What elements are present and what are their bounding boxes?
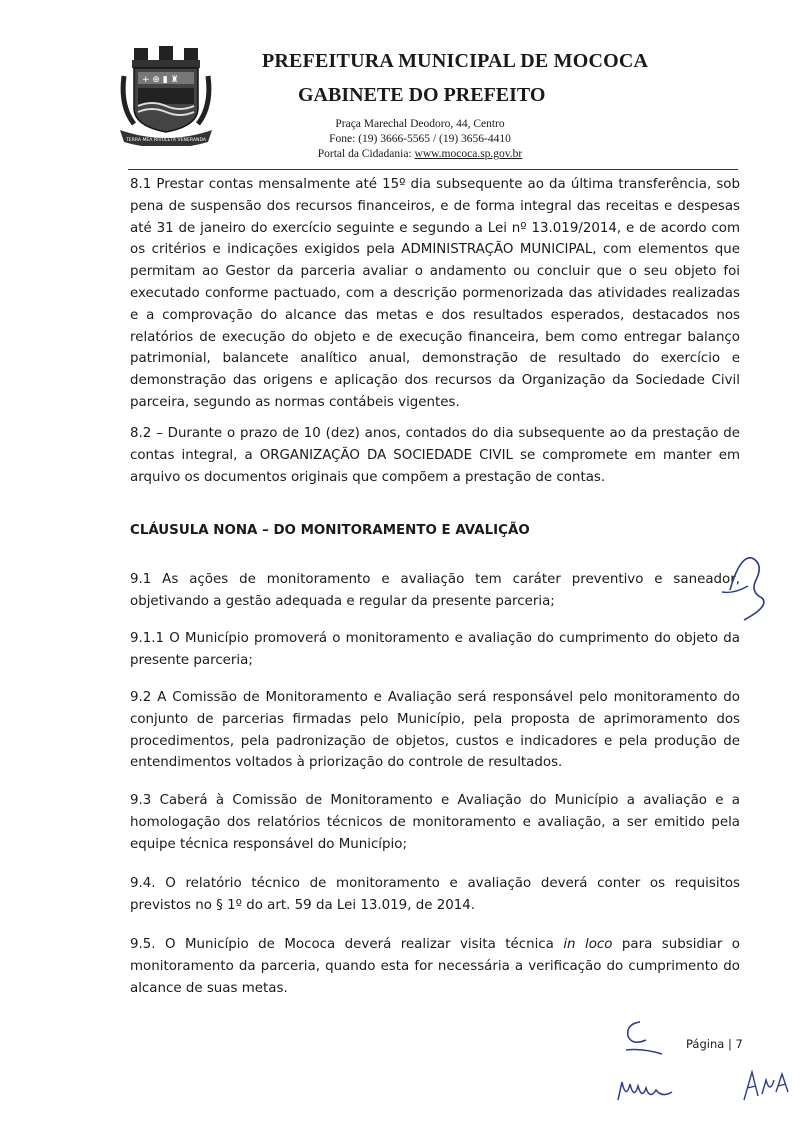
- header-divider: [128, 169, 738, 170]
- page-title: PREFEITURA MUNICIPAL DE MOCOCA: [262, 50, 649, 72]
- page-number: Página | 7: [686, 1037, 743, 1051]
- section-heading: CLÁUSULA NONA – DO MONITORAMENTO E AVALIÇÃO: [130, 523, 530, 538]
- page-subtitle: GABINETE DO PREFEITO: [298, 84, 546, 106]
- clause-9-1: 9.1 As ações de monitoramento e avaliação tem caráter preventivo e saneador, objetivando a gestão adequada e regular da presente parceria;: [130, 572, 740, 609]
- initials-ana-icon: [738, 1060, 798, 1110]
- header-phone: Fone: (19) 3666-5565 / (19) 3656-4410: [329, 133, 511, 145]
- clause-9-5-italic: in loco: [563, 937, 613, 952]
- signature-mark-icon: [700, 550, 770, 630]
- initials-c-icon: [612, 1014, 672, 1064]
- clause-8-2: 8.2 – Durante o prazo de 10 (dez) anos, contados do dia subsequente ao da prestação de contas integral, a ORGANIZAÇÃO DA SOCIEDADE CIVIL se compromete em manter em arquivo os documentos originais que compõem a prestação de contas.: [130, 426, 740, 485]
- initials-mu-icon: [612, 1070, 682, 1110]
- clause-9-5-text-a: 9.5. O Município de Mococa deverá realizar visita técnica: [130, 937, 564, 952]
- clause-9-2: 9.2 A Comissão de Monitoramento e Avaliação será responsável pelo monitoramento do conjunto de parcerias firmadas pelo Município, pela proposta de aprimoramento dos procedimentos, pela padronização de objetos, custos e indicadores e pela produção de entendimentos voltados à priorização do controle de resultados.: [130, 690, 740, 771]
- clause-9-4: 9.4. O relatório técnico de monitoramento e avaliação deverá conter os requisitos previstos no § 1º do art. 59 da Lei 13.019, de 2014.: [130, 876, 740, 913]
- clause-9-5: [130, 934, 740, 999]
- portal-label: Portal da Cidadania:: [317, 148, 415, 160]
- clause-9-3: 9.3 Caberá à Comissão de Monitoramento e Avaliação do Município a avaliação e a homologação dos relatórios técnicos de monitoramento e avaliação, a ser emitido pela equipe técnica responsável do Município;: [130, 793, 740, 852]
- header-portal: [300, 147, 540, 162]
- clause-9-1-1: 9.1.1 O Município promoverá o monitoramento e avaliação do cumprimento do objeto da presente parceria;: [130, 631, 740, 668]
- portal-link[interactable]: www.mococa.sp.gov.br: [414, 148, 523, 160]
- clause-8-1: 8.1 Prestar contas mensalmente até 15º dia subsequente ao da última transferência, sob pena de suspensão dos recursos financeiros, e de forma integral das receitas e despesas até 31 de janeiro do exercício seguinte e segundo a Lei nº 13.019/2014, e de acordo com os critérios e indicações exigidos pela ADMINISTRAÇÃO MUNICIPAL, com elementos que permitam ao Gestor da parceria avaliar o andamento ou concluir que o seu objeto foi executado conforme pactuado, com a descrição pormenorizada das atividades realizadas e a comprovação do alcance das metas e dos resultados esperados, destacados nos relatórios de execução do objeto e de execução financeira, bem como entregar balanço patrimonial, balancete analítico anual, demonstração de resultado do exercício e demonstração das origens e aplicação dos recursos da Organização da Sociedade Civil parceira, segundo as normas contábeis vigentes.: [130, 177, 740, 410]
- svg-text:TERRA MEA RIVULETA VENERANDA: TERRA MEA RIVULETA VENERANDA: [125, 138, 207, 143]
- municipal-crest-icon: [120, 46, 212, 146]
- svg-text:+ ⊕ ▮ ♜: + ⊕ ▮ ♜: [142, 75, 179, 85]
- header-address: Praça Marechal Deodoro, 44, Centro: [335, 118, 505, 130]
- clause-9-5-text-b: para subsidiar o monitoramento da parceria, quando esta for necessária a verificação do cumprimento do alcance de suas metas.: [130, 937, 740, 996]
